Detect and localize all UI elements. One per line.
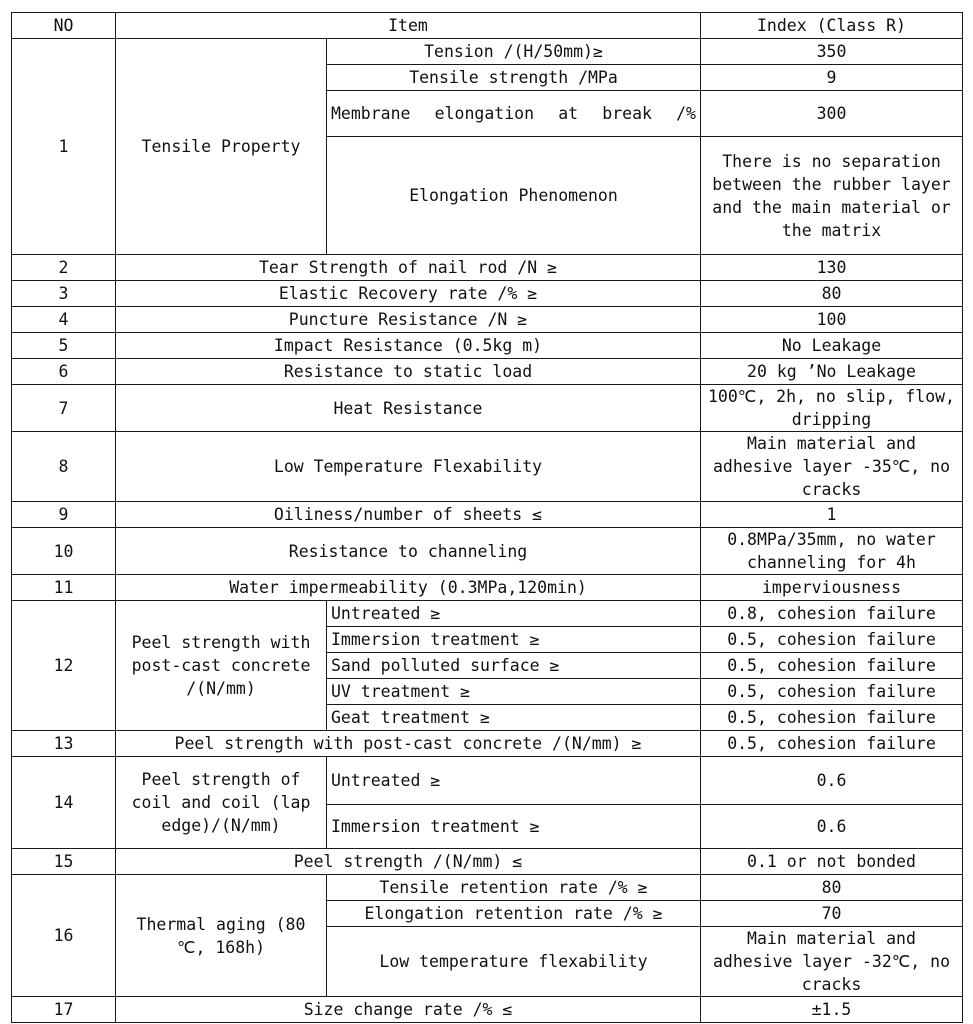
row-number: 4 — [12, 307, 116, 333]
sub-item-label: Sand polluted surface ≥ — [327, 653, 701, 679]
table-row — [12, 359, 963, 385]
index-value: 350 — [701, 39, 963, 65]
index-value: 0.5, cohesion failure — [701, 627, 963, 653]
index-value: 0.5, cohesion failure — [701, 653, 963, 679]
row-number: 15 — [12, 849, 116, 875]
index-value: 0.6 — [701, 757, 963, 805]
index-value: 0.5, cohesion failure — [701, 705, 963, 731]
index-value: 80 — [701, 281, 963, 307]
index-value: 70 — [701, 901, 963, 927]
item-label: Peel strength /(N/mm) ≤ — [116, 849, 701, 875]
sub-item-label: Untreated ≥ — [327, 757, 701, 805]
item-label: Elastic Recovery rate /% ≥ — [116, 281, 701, 307]
row-number: 6 — [12, 359, 116, 385]
header-row — [12, 13, 963, 39]
index-value: 0.6 — [701, 805, 963, 849]
table-row — [12, 39, 963, 65]
table-row — [12, 307, 963, 333]
index-value: 0.1 or not bonded — [701, 849, 963, 875]
item-label: Puncture Resistance /N ≥ — [116, 307, 701, 333]
row-number: 3 — [12, 281, 116, 307]
row-number: 11 — [12, 575, 116, 601]
sub-item-label: Immersion treatment ≥ — [327, 627, 701, 653]
index-value: 300 — [701, 91, 963, 137]
table-row — [12, 875, 963, 901]
row-number: 16 — [12, 875, 116, 997]
index-value: 1 — [701, 502, 963, 528]
index-value: Main material and adhesive layer -32℃, no cracks — [701, 927, 963, 997]
header-index: Index (Class R) — [701, 13, 963, 39]
index-value: 130 — [701, 255, 963, 281]
item-label: Resistance to channeling — [116, 528, 701, 575]
table-row — [12, 255, 963, 281]
row-group-label: Peel strength of coil and coil (lap edge)/(N/mm) — [116, 757, 327, 849]
index-value: There is no separation between the rubber layer and the main material or the matrix — [701, 137, 963, 255]
sub-item-label: Elongation retention rate /% ≥ — [327, 901, 701, 927]
row-group-label: Thermal aging (80 ℃, 168h) — [116, 875, 327, 997]
row-number: 5 — [12, 333, 116, 359]
row-number: 14 — [12, 757, 116, 849]
spec-table — [11, 12, 963, 1023]
sub-item-label: Geat treatment ≥ — [327, 705, 701, 731]
row-number: 17 — [12, 997, 116, 1023]
table-row — [12, 575, 963, 601]
table-row — [12, 385, 963, 432]
sub-item-label: Untreated ≥ — [327, 601, 701, 627]
table-row — [12, 997, 963, 1023]
index-value: 80 — [701, 875, 963, 901]
table-row — [12, 601, 963, 627]
row-number: 12 — [12, 601, 116, 731]
item-label: Resistance to static load — [116, 359, 701, 385]
index-value: No Leakage — [701, 333, 963, 359]
sub-item-label: Membrane elongation at break /% — [327, 91, 701, 137]
sub-item-label: UV treatment ≥ — [327, 679, 701, 705]
sub-item-label: Tensile strength /MPa — [327, 65, 701, 91]
table-row — [12, 432, 963, 502]
index-value: ±1.5 — [701, 997, 963, 1023]
row-number: 10 — [12, 528, 116, 575]
table-row — [12, 757, 963, 805]
row-group-label: Peel strength with post-cast concrete /(N/mm) — [116, 601, 327, 731]
index-value: 0.8, cohesion failure — [701, 601, 963, 627]
row-number: 2 — [12, 255, 116, 281]
sub-item-label: Tensile retention rate /% ≥ — [327, 875, 701, 901]
item-label: Oiliness/number of sheets ≤ — [116, 502, 701, 528]
sub-item-label: Low temperature flexability — [327, 927, 701, 997]
row-number: 8 — [12, 432, 116, 502]
table-row — [12, 281, 963, 307]
index-value: 0.5, cohesion failure — [701, 679, 963, 705]
header-item: Item — [116, 13, 701, 39]
item-label: Tear Strength of nail rod /N ≥ — [116, 255, 701, 281]
index-value: imperviousness — [701, 575, 963, 601]
sub-item-label: Elongation Phenomenon — [327, 137, 701, 255]
index-value: Main material and adhesive layer -35℃, no cracks — [701, 432, 963, 502]
item-label: Impact Resistance (0.5kg m) — [116, 333, 701, 359]
item-label: Size change rate /% ≤ — [116, 997, 701, 1023]
sub-item-label: Immersion treatment ≥ — [327, 805, 701, 849]
index-value: 100 — [701, 307, 963, 333]
table-row — [12, 731, 963, 757]
sub-item-label: Tension /(H/50mm)≥ — [327, 39, 701, 65]
header-no: NO — [12, 13, 116, 39]
row-number: 1 — [12, 39, 116, 255]
index-value: 9 — [701, 65, 963, 91]
row-group-label: Tensile Property — [116, 39, 327, 255]
index-value: 0.8MPa/35mm, no water channeling for 4h — [701, 528, 963, 575]
item-label: Low Temperature Flexability — [116, 432, 701, 502]
index-value: 100℃, 2h, no slip, flow, dripping — [701, 385, 963, 432]
index-value: 0.5, cohesion failure — [701, 731, 963, 757]
table-row — [12, 333, 963, 359]
table-row — [12, 849, 963, 875]
table-row — [12, 528, 963, 575]
row-number: 7 — [12, 385, 116, 432]
row-number: 13 — [12, 731, 116, 757]
row-number: 9 — [12, 502, 116, 528]
index-value: 20 kg ’No Leakage — [701, 359, 963, 385]
table-row — [12, 502, 963, 528]
item-label: Water impermeability (0.3MPa,120min) — [116, 575, 701, 601]
item-label: Heat Resistance — [116, 385, 701, 432]
item-label: Peel strength with post-cast concrete /(N/mm) ≥ — [116, 731, 701, 757]
